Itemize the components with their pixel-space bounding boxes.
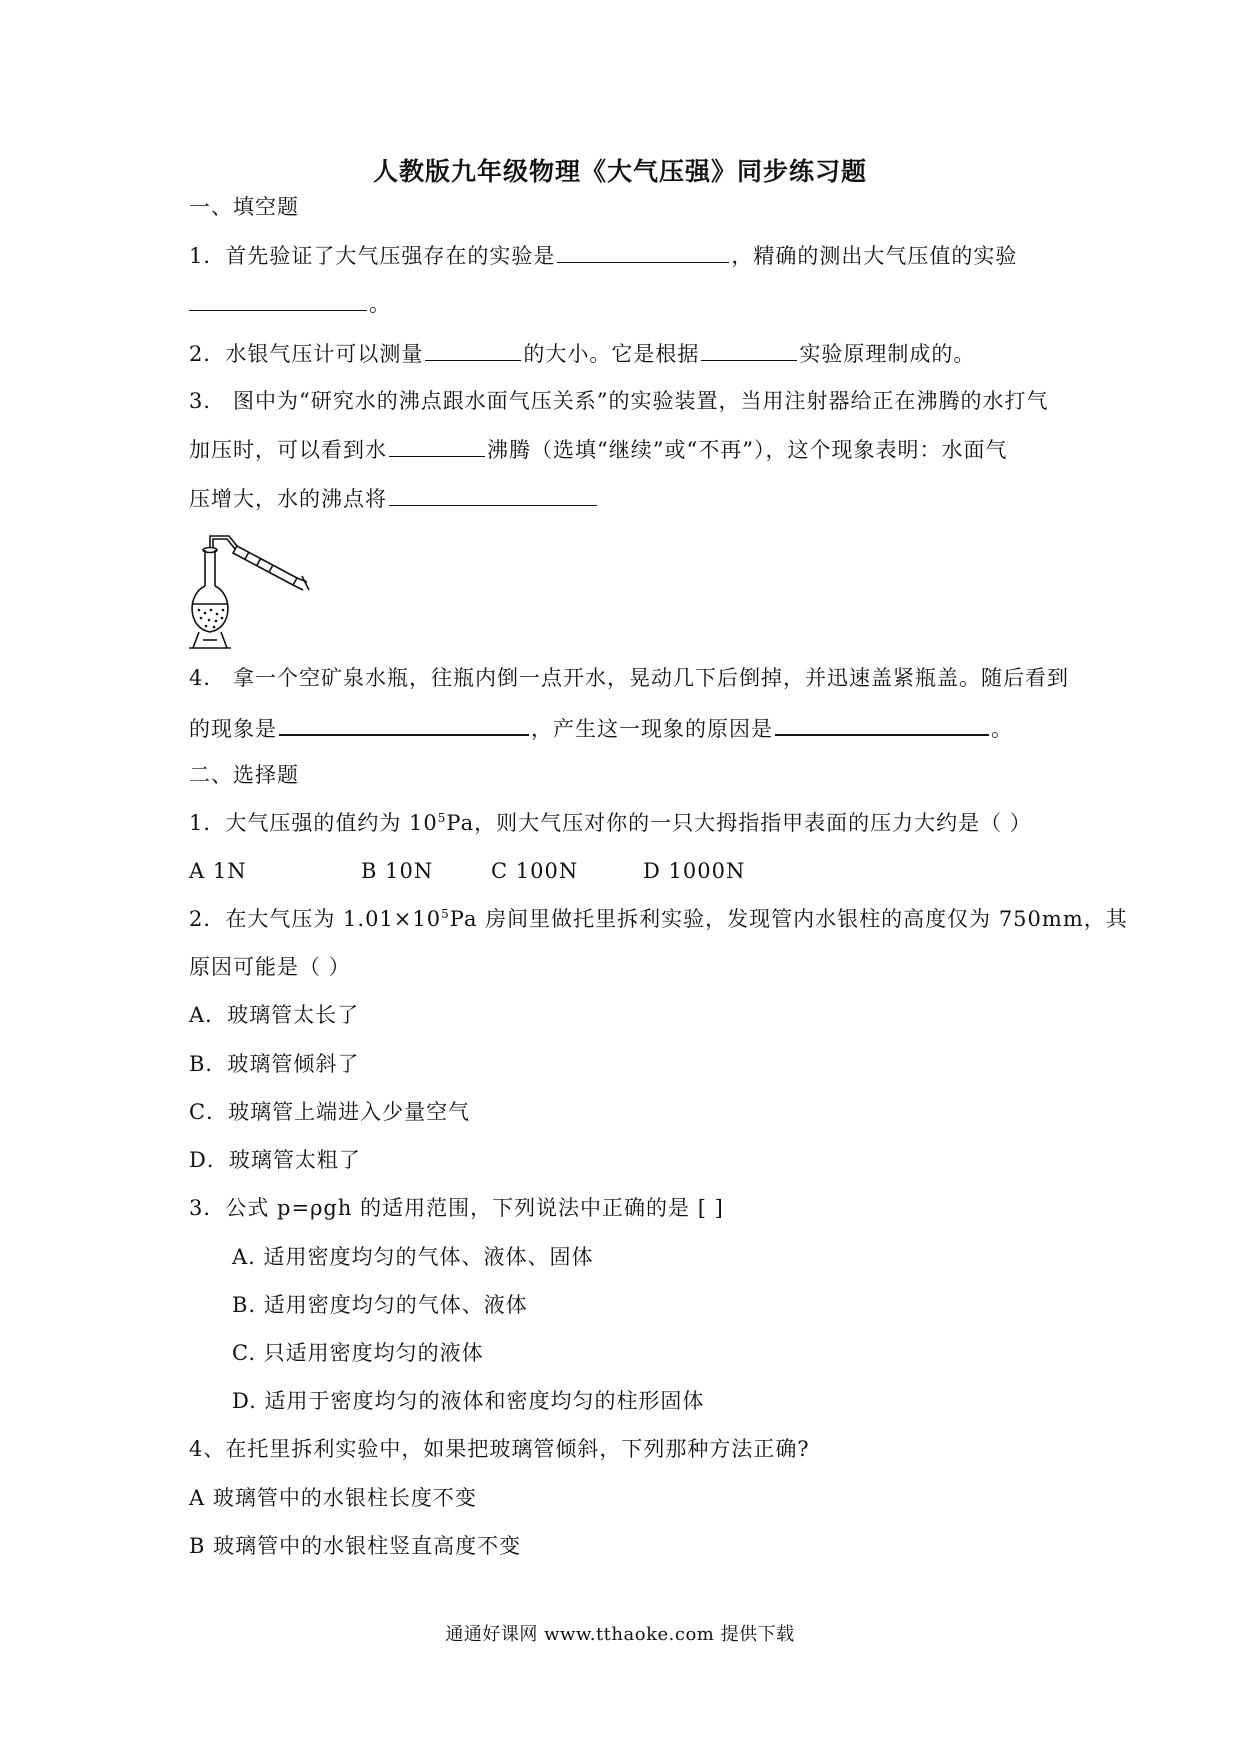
- option-b: B 10N: [361, 859, 434, 883]
- option-d: D．玻璃管太粗了: [189, 1148, 361, 1172]
- answer-blank: [389, 483, 597, 506]
- question-2: 2．水银气压计可以测量 的大小。它是根据 实验原理制成的。: [189, 338, 975, 369]
- option-a: A 1N: [189, 859, 247, 883]
- page-title: 人教版九年级物理《大气压强》同步练习题: [372, 157, 867, 186]
- question-4-line-2: 的现象是 ，产生这一现象的原因是 。: [189, 712, 1013, 744]
- mc-question-4: 4、在托里拆利实验中，如果把玻璃管倾斜，下列那种方法正确?: [189, 1437, 810, 1461]
- question-1-line-2: 。: [189, 288, 391, 319]
- option-c: C 100N: [491, 859, 579, 883]
- mc-question-2-line-2: 原因可能是（ ）: [189, 955, 351, 979]
- option-b: B. 适用密度均匀的气体、液体: [232, 1293, 528, 1317]
- page-footer: 通通好课网 www.tthaoke.com 提供下载: [445, 1624, 795, 1645]
- answer-blank: [279, 712, 529, 736]
- section-heading-multiple-choice: 二、选择题: [189, 763, 299, 787]
- option-a: A. 适用密度均匀的气体、液体、固体: [232, 1245, 594, 1269]
- syringe-barrel: [233, 546, 297, 585]
- section-heading-fill-blank: 一、填空题: [189, 195, 299, 219]
- option-a: A 玻璃管中的水银柱长度不变: [189, 1486, 477, 1510]
- answer-blank: [189, 288, 367, 311]
- answer-blank: [425, 338, 521, 361]
- option-c: C. 只适用密度均匀的液体: [232, 1341, 484, 1365]
- mc-question-3: 3．公式 p=ρgh 的适用范围，下列说法中正确的是 [ ]: [189, 1196, 724, 1220]
- option-d: D 1000N: [643, 859, 746, 883]
- question-3-line-3: 压增大，水的沸点将: [189, 483, 599, 514]
- mc-question-1-options: [189, 856, 745, 886]
- answer-blank: [389, 434, 485, 457]
- mc-question-1: 1．大气压强的值约为 $10^5Pa$，则大气压对你的一只大拇指指甲表面的压力大约是（ ）: [189, 811, 1032, 835]
- option-b: B．玻璃管倾斜了: [189, 1052, 360, 1076]
- option-b: B 玻璃管中的水银柱竖直高度不变: [189, 1534, 522, 1558]
- option-d: D. 适用于密度均匀的液体和密度均匀的柱形固体: [232, 1389, 705, 1413]
- question-4-line-1: 4． 拿一个空矿泉水瓶，往瓶内倒一点开水，晃动几下后倒掉，并迅速盖紧瓶盖。随后看到: [189, 666, 1070, 690]
- question-3-line-1: 3． 图中为“研究水的沸点跟水面气压关系”的实验装置，当用注射器给正在沸腾的水打气: [189, 389, 1049, 413]
- answer-blank: [775, 712, 989, 736]
- question-1-line-1: 1．首先验证了大气压强存在的实验是 ，精确的测出大气压值的实验: [189, 240, 1017, 271]
- boiling-flask-syringe-figure: [189, 528, 329, 658]
- syringe-plunger: [293, 576, 309, 590]
- option-a: A．玻璃管太长了: [189, 1003, 360, 1027]
- option-c: C．玻璃管上端进入少量空气: [189, 1100, 471, 1124]
- answer-blank: [701, 338, 797, 361]
- answer-blank: [557, 240, 729, 263]
- mc-question-2-line-1: 2．在大气压为 $1.01\times 10^5Pa$ 房间里做托里拆利实验，发现管内水银柱的高度仅为 750mm，其: [189, 907, 1128, 931]
- question-3-line-2: 加压时，可以看到水 沸腾（选填“继续”或“不再”），这个现象表明：水面气: [189, 434, 1007, 465]
